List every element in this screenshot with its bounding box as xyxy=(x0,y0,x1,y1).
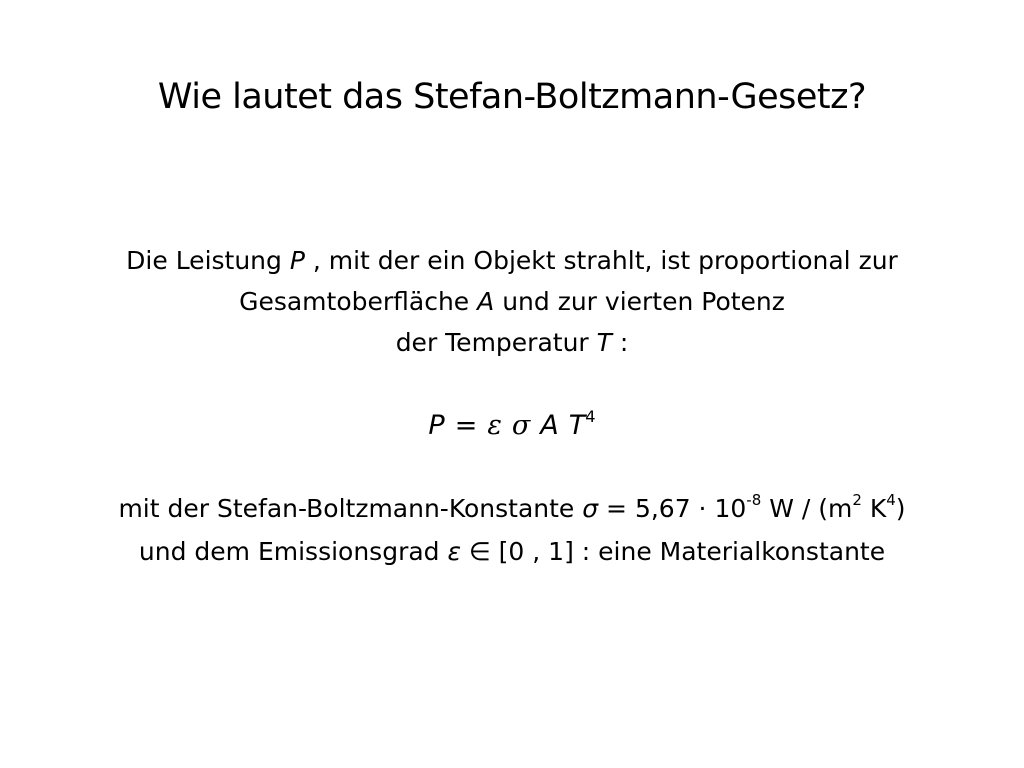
constant-line-1 xyxy=(20,487,1004,530)
description-paragraph xyxy=(40,240,984,363)
variable-t: T xyxy=(596,328,612,357)
formula-epsilon: ε xyxy=(487,410,502,441)
text-fragment: : xyxy=(611,328,629,357)
unit-text: ) xyxy=(895,494,906,523)
constant-value: = 5,67 · 10 xyxy=(598,494,747,523)
text-fragment: Die Leistung xyxy=(126,246,290,275)
description-line-3 xyxy=(40,322,984,363)
unit-text: K xyxy=(861,494,887,523)
description-line-2 xyxy=(40,281,984,322)
text-fragment: und zur vierten Potenz xyxy=(494,287,785,316)
unit-exponent-k: 4 xyxy=(886,491,896,510)
unit-text: W / (m xyxy=(761,494,853,523)
formula-area: A xyxy=(540,410,559,441)
constants-paragraph xyxy=(20,487,1004,573)
text-fragment: der Temperatur xyxy=(395,328,597,357)
formula-exponent: 4 xyxy=(585,406,596,426)
sigma-symbol: σ xyxy=(582,494,599,523)
text-fragment: Gesamtoberfläche xyxy=(239,287,478,316)
description-line-1 xyxy=(40,240,984,281)
variable-p: P xyxy=(289,246,305,275)
formula-sigma: σ xyxy=(511,410,531,441)
constant-exponent: -8 xyxy=(746,491,762,510)
text-fragment: , mit der ein Objekt strahlt, ist proportional zur xyxy=(304,246,898,275)
formula-power: P xyxy=(428,410,445,441)
variable-a: A xyxy=(477,287,495,316)
slide-title: Wie lautet das Stefan-Boltzmann-Gesetz? xyxy=(157,77,867,117)
epsilon-symbol: ε xyxy=(447,537,461,566)
text-fragment: und dem Emissionsgrad xyxy=(138,537,448,566)
formula-temperature: T xyxy=(568,410,586,441)
text-fragment: mit der Stefan-Boltzmann-Konstante xyxy=(118,494,583,523)
constant-line-2 xyxy=(20,530,1004,573)
stefan-boltzmann-formula xyxy=(0,404,1024,448)
unit-exponent-m: 2 xyxy=(852,491,862,510)
formula-equals: = xyxy=(454,410,478,441)
text-fragment: ∈ [0 , 1] : eine Materialkonstante xyxy=(461,537,886,566)
